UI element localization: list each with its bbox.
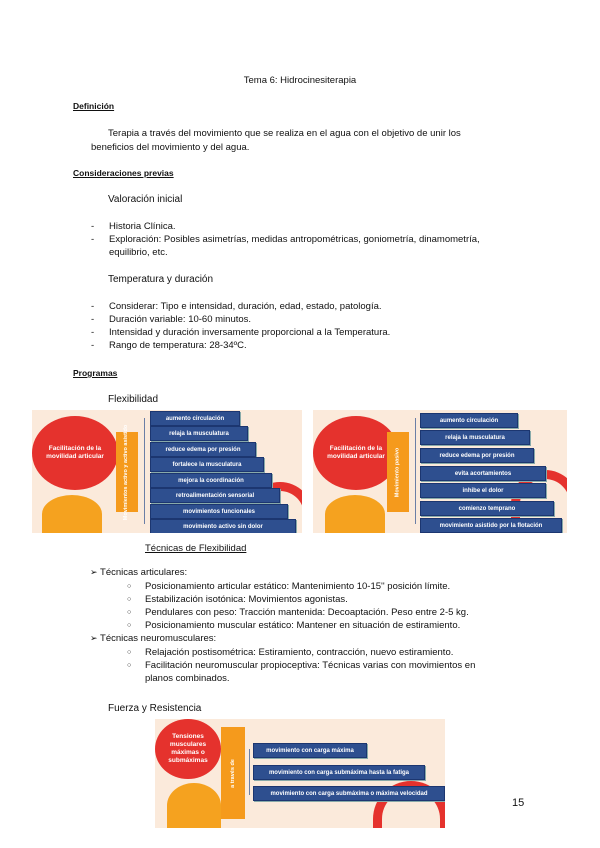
diagram-box: movimiento con carga submáxima o máxima velocidad xyxy=(253,786,445,801)
diagram-box: inhibe el dolor xyxy=(420,483,546,498)
diagram-box: movimiento activo sin dolor xyxy=(150,519,296,533)
tecnicas-title: Técnicas de Flexibilidad xyxy=(145,543,247,554)
definicion-text-line1: Terapia a través del movimiento que se realiza en el agua con el objetivo de unir los xyxy=(108,128,461,139)
diagram-circle-label: Facilitación de la movilidad articular xyxy=(46,445,104,460)
diagram-box: reduce edema por presión xyxy=(420,448,534,463)
list-item: ○ Estabilización isotónica: Movimientos agonistas. xyxy=(125,593,469,606)
diagram-bar-label: a través de xyxy=(229,758,236,788)
list-item: - Duración variable: 10-60 minutos. xyxy=(91,313,390,326)
diagram-box: relaja la musculatura xyxy=(420,430,530,445)
arrow-bullet-icon: ➢ xyxy=(90,633,98,643)
bracket-line xyxy=(249,749,250,795)
diagram-box: movimiento con carga máxima xyxy=(253,743,367,758)
programas-heading: Programas xyxy=(73,368,118,378)
list-item: - Rango de temperatura: 28-34ºC. xyxy=(91,339,390,352)
diagram-circle xyxy=(32,416,118,490)
temperatura-title: Temperatura y duración xyxy=(108,274,214,285)
definicion-heading: Definición xyxy=(73,101,115,111)
diagram-vertical-bar xyxy=(116,424,138,520)
diagram-box: aumento circulación xyxy=(420,413,518,428)
diagram-circle-label: Tensiones musculares máximas o submáximas xyxy=(168,733,208,764)
list-item xyxy=(91,246,480,259)
flexibilidad-title: Flexibilidad xyxy=(108,394,159,405)
tecnicas-neuromusculares-text: Técnicas neuromusculares: xyxy=(100,633,217,644)
bracket-line xyxy=(415,418,416,524)
arrow-bullet-icon: ➢ xyxy=(90,567,98,577)
decor-semicircle xyxy=(325,495,385,533)
list-item: - Intensidad y duración inversamente proporcional a la Temperatura. xyxy=(91,326,390,339)
list-item: ○ Relajación postisométrica: Estiramiento, contracción, nuevo estiramiento. xyxy=(125,646,475,659)
diagram-box: relaja la musculatura xyxy=(150,426,248,441)
diagram-box: aumento circulación xyxy=(150,411,240,426)
list-item: - Considerar: Tipo e intensidad, duración, edad, estado, patología. xyxy=(91,300,390,313)
tecnicas-neuromusculares-list xyxy=(125,646,475,685)
list-item: - Historia Clínica. xyxy=(91,220,480,233)
consideraciones-heading: Consideraciones previas xyxy=(73,168,174,178)
diagram-box: fortalece la musculatura xyxy=(150,457,264,472)
tecnicas-neuromusculares-label xyxy=(90,632,216,645)
temperatura-list xyxy=(91,300,390,352)
valoracion-title: Valoración inicial xyxy=(108,194,183,205)
diagram-box: movimiento con carga submáxima hasta la fatiga xyxy=(253,765,425,780)
flexibilidad-pasiva-diagram xyxy=(313,410,567,533)
list-item-continuation: equilibrio, etc. xyxy=(109,247,168,258)
diagram-circle xyxy=(155,719,221,779)
decor-semicircle xyxy=(42,495,102,533)
diagram-box: evita acortamientos xyxy=(420,466,546,481)
tecnicas-articulares-text: Técnicas articulares: xyxy=(100,567,188,578)
page-title: Tema 6: Hidrocinesiterapia xyxy=(243,75,357,86)
decor-semicircle xyxy=(167,783,221,828)
list-item-continuation-text: planos combinados. xyxy=(145,673,230,684)
list-item: ○ Posicionamiento articular estático: Mantenimiento 10-15'' posición límite. xyxy=(125,580,469,593)
tecnicas-articulares-label xyxy=(90,566,187,579)
flexibilidad-activa-diagram xyxy=(32,410,302,533)
valoracion-list xyxy=(91,220,480,259)
list-item: - Exploración: Posibles asimetrías, medidas antropométricas, goniometría, dinamometría, xyxy=(91,233,480,246)
definicion-text-line2: beneficios del movimiento y del agua. xyxy=(91,142,250,153)
diagram-box: movimiento asistido por la flotación xyxy=(420,518,562,533)
bracket-line xyxy=(144,418,145,524)
tecnicas-articulares-list xyxy=(125,580,469,632)
fuerza-title: Fuerza y Resistencia xyxy=(108,703,202,714)
list-item: ○ Pendulares con peso: Tracción mantenida: Decoaptación. Peso entre 2-5 kg. xyxy=(125,606,469,619)
diagram-box: mejora la coordinación xyxy=(150,473,272,488)
diagram-box: comienzo temprano xyxy=(420,501,554,516)
diagram-box: retroalimentación sensorial xyxy=(150,488,280,503)
diagram-box: movimientos funcionales xyxy=(150,504,288,519)
list-item: ○ Posicionamiento muscular estático: Mantener en situación de estiramiento. xyxy=(125,619,469,632)
diagram-circle-label: Facilitación de la movilidad articular xyxy=(327,445,385,460)
list-item-continuation xyxy=(125,672,475,685)
diagram-vertical-bar xyxy=(387,432,409,512)
fuerza-diagram xyxy=(155,719,445,828)
diagram-bar-label: Movimiento pasivo xyxy=(394,447,401,497)
list-item: ○ Facilitación neuromuscular propioceptiva: Técnicas varias con movimientos en xyxy=(125,659,475,672)
diagram-bar-label: Movimientos activo y activo asistido xyxy=(123,424,130,520)
diagram-vertical-bar xyxy=(221,727,245,819)
page-number: 15 xyxy=(512,797,525,809)
diagram-box: reduce edema por presión xyxy=(150,442,256,457)
